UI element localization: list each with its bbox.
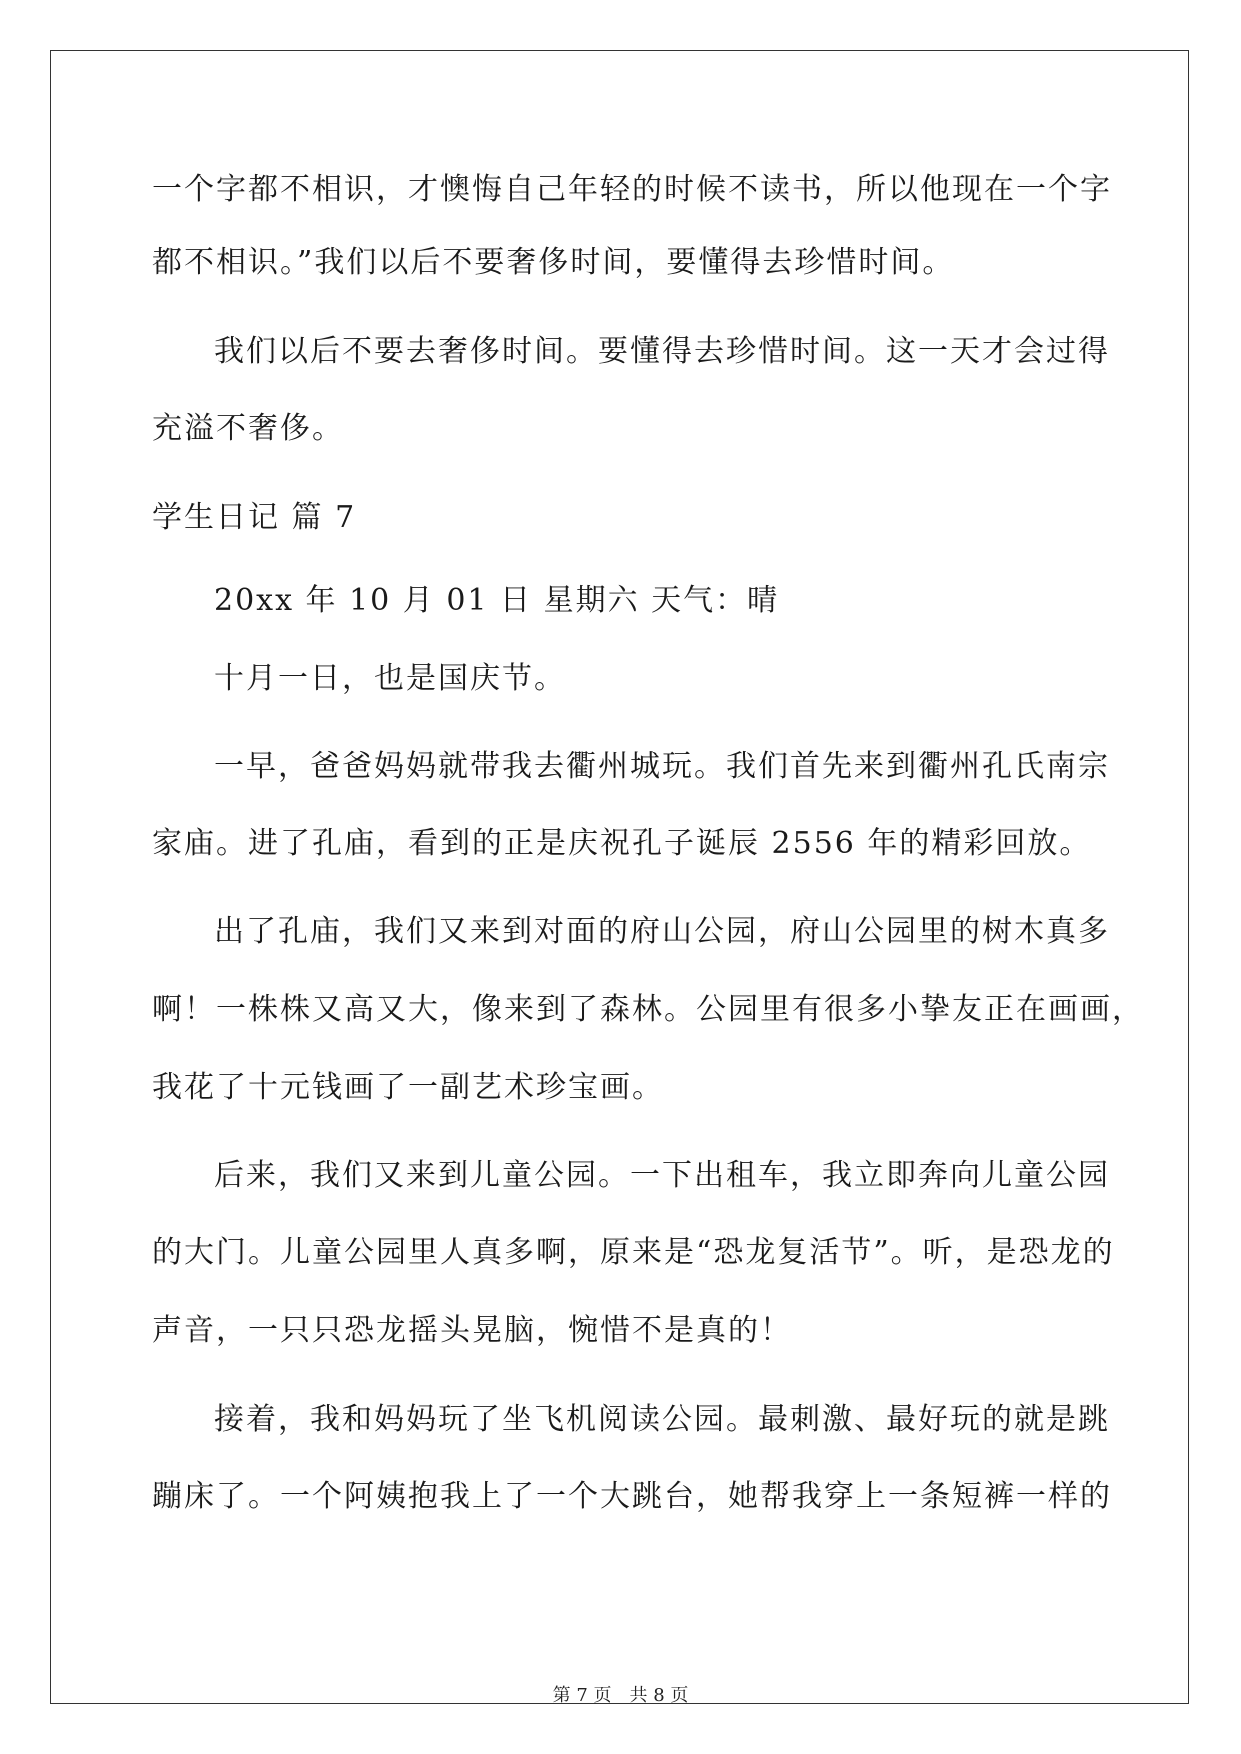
page-number: 第 7 页 [552,1685,612,1706]
page-footer [0,1684,1241,1708]
paragraph-line: 一早，爸爸妈妈就带我去衢州城玩。我们首先来到衢州孔氏南宗 [214,749,1110,784]
paragraph-line: 后来，我们又来到儿童公园。一下出租车，我立即奔向儿童公园 [214,1158,1110,1193]
paragraph-line: 充溢不奢侈。 [152,411,344,446]
paragraph-line: 家庙。进了孔庙，看到的正是庆祝孔子诞辰 2556 年的精彩回放。 [152,826,1092,861]
paragraph-line: 出了孔庙，我们又来到对面的府山公园，府山公园里的树木真多 [214,914,1110,949]
paragraph-line: 我花了十元钱画了一副艺术珍宝画。 [152,1070,664,1105]
paragraph-line: 啊！一株株又高又大，像来到了森林。公园里有很多小挚友正在画画， [152,992,1144,1027]
paragraph-line: 的大门。儿童公园里人真多啊，原来是“恐龙复活节”。听，是恐龙的 [152,1235,1115,1270]
page-border [50,50,1189,1704]
paragraph-line: 一个字都不相识，才懊悔自己年轻的时候不读书，所以他现在一个字 [152,172,1112,207]
diary-date-line: 20xx 年 10 月 01 日 星期六 天气：晴 [214,583,780,618]
paragraph-line: 都不相识。”我们以后不要奢侈时间，要懂得去珍惜时间。 [152,245,955,280]
paragraph-line: 声音，一只只恐龙摇头晃脑，惋惜不是真的！ [152,1313,792,1348]
paragraph-line: 蹦床了。一个阿姨抱我上了一个大跳台，她帮我穿上一条短裤一样的 [152,1479,1112,1514]
paragraph-line: 接着，我和妈妈玩了坐飞机阅读公园。最刺激、最好玩的就是跳 [214,1402,1110,1437]
paragraph-line: 我们以后不要去奢侈时间。要懂得去珍惜时间。这一天才会过得 [214,334,1110,369]
paragraph-line: 十月一日，也是国庆节。 [214,661,566,696]
section-heading: 学生日记 篇 7 [152,500,357,535]
page-total: 共 8 页 [629,1685,689,1706]
